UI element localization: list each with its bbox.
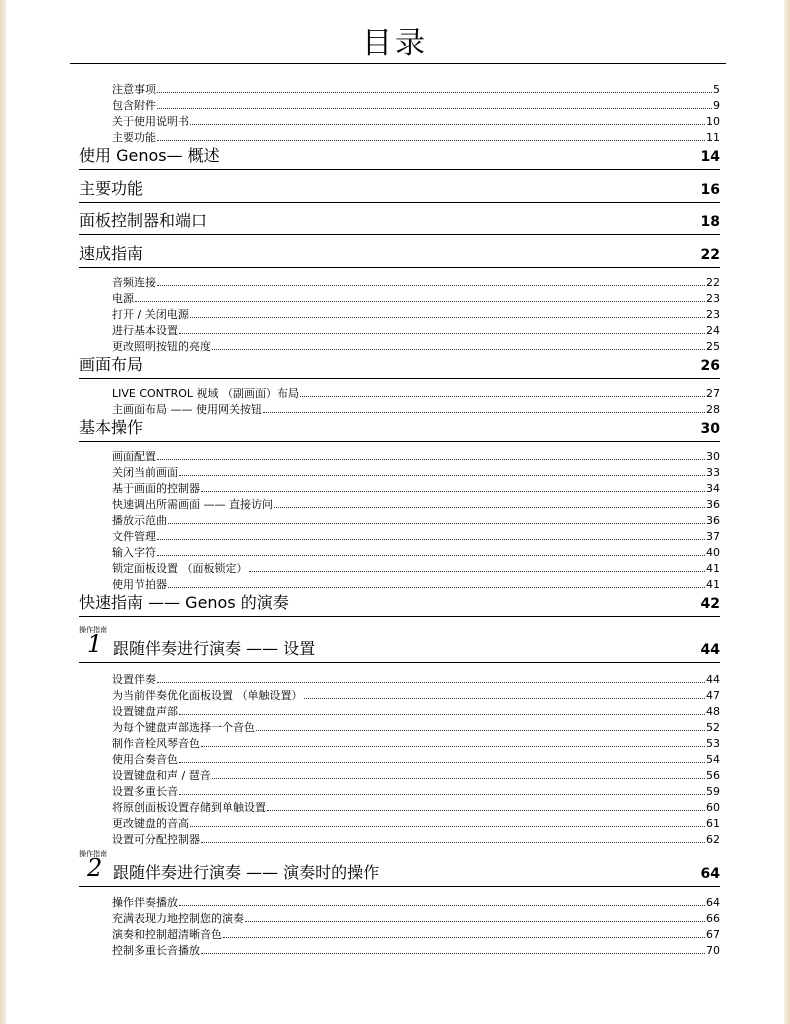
- toc-page-number: 64: [700, 866, 720, 882]
- dot-leader: [256, 730, 705, 731]
- toc-entry-title: 画面布局: [79, 355, 144, 374]
- dot-leader: [179, 794, 705, 795]
- toc-page-number: 59: [706, 785, 720, 798]
- toc-entry-title: 关闭当前画面: [112, 466, 178, 479]
- dot-leader: [304, 698, 706, 699]
- toc-entry-title: 充满表现力地控制您的演奏: [112, 912, 244, 925]
- toc-entry[interactable]: [112, 98, 720, 112]
- toc-entry[interactable]: [112, 529, 720, 543]
- dot-leader: [249, 571, 706, 572]
- toc-entry[interactable]: [112, 561, 720, 575]
- toc-page-number: 23: [706, 308, 720, 321]
- dot-leader: [274, 507, 705, 508]
- dot-leader: [201, 953, 705, 954]
- toc-entry-title: 将原创面板设置存储到单触设置: [112, 801, 266, 814]
- toc-page-number: 36: [706, 498, 720, 511]
- toc-entry-title: 为当前伴奏优化面板设置 （单触设置）: [112, 689, 303, 702]
- toc-page-number: 42: [700, 596, 720, 612]
- toc-entry[interactable]: [112, 736, 720, 750]
- toc-page-number: 61: [706, 817, 720, 830]
- toc-entry[interactable]: [112, 704, 720, 718]
- toc-entry-title: 基本操作: [79, 418, 144, 437]
- toc-page-number: 36: [706, 514, 720, 527]
- guide-number: 2: [87, 854, 103, 882]
- toc-page-number: 54: [706, 753, 720, 766]
- toc-entry-title: 演奏和控制超清晰音色: [112, 928, 222, 941]
- toc-page-number: 41: [706, 578, 720, 591]
- toc-entry-title: 制作音栓风琴音色: [112, 737, 200, 750]
- toc-page-number: 44: [706, 673, 720, 686]
- toc-entry[interactable]: [112, 688, 720, 702]
- toc-page-number: 30: [700, 421, 720, 437]
- toc-entry[interactable]: [112, 832, 720, 846]
- toc-entry-title: 使用合奏音色: [112, 753, 178, 766]
- dot-leader: [135, 301, 705, 302]
- toc-entry-title: 播放示范曲: [112, 514, 167, 527]
- toc-entry[interactable]: [112, 339, 720, 353]
- title-divider: [70, 63, 726, 64]
- page-edge-left: [0, 0, 6, 1024]
- guide-number: 1: [87, 630, 103, 658]
- toc-entry[interactable]: [112, 720, 720, 734]
- toc-entry[interactable]: [112, 816, 720, 830]
- toc-entry-title: 设置可分配控制器: [112, 833, 200, 846]
- toc-page-number: 52: [706, 721, 720, 734]
- dot-leader: [179, 714, 705, 715]
- toc-entry-title: 包含附件: [112, 99, 156, 112]
- dot-leader: [190, 124, 705, 125]
- toc-entry[interactable]: [112, 943, 720, 957]
- toc-page-number: 24: [706, 324, 720, 337]
- toc-entry-title: 面板控制器和端口: [79, 211, 208, 230]
- toc-entry[interactable]: [112, 291, 720, 305]
- toc-entry[interactable]: [112, 307, 720, 321]
- toc-page-number: 5: [713, 83, 720, 96]
- toc-page-number: 23: [706, 292, 720, 305]
- dot-leader: [201, 842, 705, 843]
- toc-entry-title: 输入字符: [112, 546, 156, 559]
- toc-entry[interactable]: [112, 911, 720, 925]
- toc-entry-title: 音频连接: [112, 276, 156, 289]
- toc-page-number: 41: [706, 562, 720, 575]
- toc-entry[interactable]: [112, 672, 720, 686]
- toc-entry[interactable]: [112, 481, 720, 495]
- dot-leader: [157, 140, 705, 141]
- toc-entry-title: 设置键盘和声 / 琶音: [112, 769, 211, 782]
- guide-label: 操作指南: [79, 850, 107, 858]
- toc-entry-title: 基于画面的控制器: [112, 482, 200, 495]
- toc-page-number: 44: [700, 642, 720, 658]
- toc-entry[interactable]: [112, 752, 720, 766]
- toc-page-number: 62: [706, 833, 720, 846]
- dot-leader: [190, 826, 705, 827]
- dot-leader: [157, 459, 705, 460]
- dot-leader: [300, 396, 705, 397]
- toc-page-number: 28: [706, 403, 720, 416]
- toc-entry-title: 注意事项: [112, 83, 156, 96]
- dot-leader: [157, 555, 705, 556]
- dot-leader: [212, 349, 705, 350]
- toc-section-heading[interactable]: [79, 419, 720, 442]
- toc-section-heading[interactable]: [79, 356, 720, 379]
- toc-section-heading[interactable]: [79, 245, 720, 268]
- dot-leader: [245, 921, 705, 922]
- toc-section-heading[interactable]: [79, 147, 720, 170]
- dot-leader: [168, 587, 705, 588]
- dot-leader: [201, 491, 705, 492]
- toc-entry[interactable]: [112, 323, 720, 337]
- toc-entry-title: 使用节拍器: [112, 578, 167, 591]
- toc-page-number: 10: [706, 115, 720, 128]
- toc-entry[interactable]: [112, 784, 720, 798]
- toc-section-heading[interactable]: [79, 180, 720, 203]
- toc-page-number: 56: [706, 769, 720, 782]
- toc-page-number: 25: [706, 340, 720, 353]
- toc-page-number: 11: [706, 131, 720, 144]
- toc-entry[interactable]: [112, 465, 720, 479]
- toc-guide-heading[interactable]: [79, 850, 720, 887]
- toc-entry-title: 快速调出所需画面 —— 直接访问: [112, 498, 273, 511]
- toc-page-number: 14: [700, 149, 720, 165]
- dot-leader: [157, 92, 712, 93]
- toc-entry-title: 操作伴奏播放: [112, 896, 178, 909]
- toc-entry[interactable]: [112, 402, 720, 416]
- toc-page-number: 40: [706, 546, 720, 559]
- toc-entry-title: 设置键盘声部: [112, 705, 178, 718]
- toc-entry[interactable]: [112, 577, 720, 591]
- toc-entry[interactable]: [112, 768, 720, 782]
- toc-entry[interactable]: [112, 927, 720, 941]
- toc-page-number: 48: [706, 705, 720, 718]
- toc-entry-title: 进行基本设置: [112, 324, 178, 337]
- toc-entry[interactable]: [112, 545, 720, 559]
- toc-entry[interactable]: [112, 386, 720, 400]
- page-edge-right: [784, 0, 790, 1024]
- dot-leader: [157, 682, 705, 683]
- toc-entry-title: 速成指南: [79, 244, 144, 263]
- toc-section-heading[interactable]: [79, 212, 720, 235]
- toc-entry-title: 更改照明按钮的亮度: [112, 340, 211, 353]
- toc-entry-title: 画面配置: [112, 450, 156, 463]
- dot-leader: [157, 285, 705, 286]
- toc-page-number: 33: [706, 466, 720, 479]
- toc-entry-title: 为每个键盘声部选择一个音色: [112, 721, 255, 734]
- guide-label: 操作指南: [79, 626, 107, 634]
- toc-page-number: 67: [706, 928, 720, 941]
- toc-entry-title: 主画面布局 —— 使用网关按钮: [112, 403, 262, 416]
- toc-entry-title: 快速指南 —— Genos 的演奏: [79, 593, 289, 612]
- toc-page-number: 60: [706, 801, 720, 814]
- toc-page-number: 26: [700, 358, 720, 374]
- dot-leader: [267, 810, 705, 811]
- toc-entry-title: 主要功能: [79, 179, 144, 198]
- toc-page-number: 70: [706, 944, 720, 957]
- toc-page-number: 34: [706, 482, 720, 495]
- toc-entry[interactable]: [112, 800, 720, 814]
- toc-entry-title: 打开 / 关闭电源: [112, 308, 189, 321]
- toc-page-number: 47: [706, 689, 720, 702]
- toc-entry-title: 跟随伴奏进行演奏 —— 设置: [113, 639, 316, 658]
- toc-page-number: 30: [706, 450, 720, 463]
- toc-page-number: 18: [700, 214, 720, 230]
- toc-entry-title: 使用 Genos— 概述: [79, 146, 220, 165]
- toc-entry-title: 设置多重长音: [112, 785, 178, 798]
- toc-entry[interactable]: [112, 130, 720, 144]
- toc-entry-title: 控制多重长音播放: [112, 944, 200, 957]
- toc-entry-title: 更改键盘的音高: [112, 817, 189, 830]
- toc-entry-title: 关于使用说明书: [112, 115, 189, 128]
- toc-entry-title: 跟随伴奏进行演奏 —— 演奏时的操作: [113, 863, 380, 882]
- toc-guide-heading[interactable]: [79, 626, 720, 663]
- dot-leader: [157, 539, 705, 540]
- toc-entry-title: 主要功能: [112, 131, 156, 144]
- dot-leader: [179, 475, 705, 476]
- toc-page-number: 9: [713, 99, 720, 112]
- toc-page-number: 66: [706, 912, 720, 925]
- toc-page-number: 27: [706, 387, 720, 400]
- toc-entry[interactable]: [112, 275, 720, 289]
- toc-entry[interactable]: [112, 114, 720, 128]
- toc-entry-title: 电源: [112, 292, 134, 305]
- toc-page-number: 22: [706, 276, 720, 289]
- dot-leader: [168, 523, 705, 524]
- dot-leader: [190, 317, 705, 318]
- toc-page-number: 64: [706, 896, 720, 909]
- toc-page-number: 22: [700, 247, 720, 263]
- dot-leader: [212, 778, 705, 779]
- toc-page-number: 53: [706, 737, 720, 750]
- dot-leader: [179, 762, 705, 763]
- toc-entry-title: 设置伴奏: [112, 673, 156, 686]
- toc-page-number: 16: [700, 182, 720, 198]
- dot-leader: [201, 746, 705, 747]
- dot-leader: [179, 905, 705, 906]
- toc-entry-title: 文件管理: [112, 530, 156, 543]
- dot-leader: [223, 937, 705, 938]
- toc-section-heading[interactable]: [79, 594, 720, 617]
- toc-entry[interactable]: [112, 82, 720, 96]
- dot-leader: [179, 333, 705, 334]
- toc-entry[interactable]: [112, 449, 720, 463]
- toc-page-number: 37: [706, 530, 720, 543]
- dot-leader: [263, 412, 705, 413]
- toc-entry-title: 锁定面板设置 （面板锁定）: [112, 562, 248, 575]
- toc-entry-title: LIVE CONTROL 视域 （副画面）布局: [112, 387, 300, 400]
- toc-entry[interactable]: [112, 513, 720, 527]
- toc-entry[interactable]: [112, 895, 720, 909]
- page-title: 目录: [362, 26, 428, 61]
- dot-leader: [157, 108, 712, 109]
- toc-entry[interactable]: [112, 497, 720, 511]
